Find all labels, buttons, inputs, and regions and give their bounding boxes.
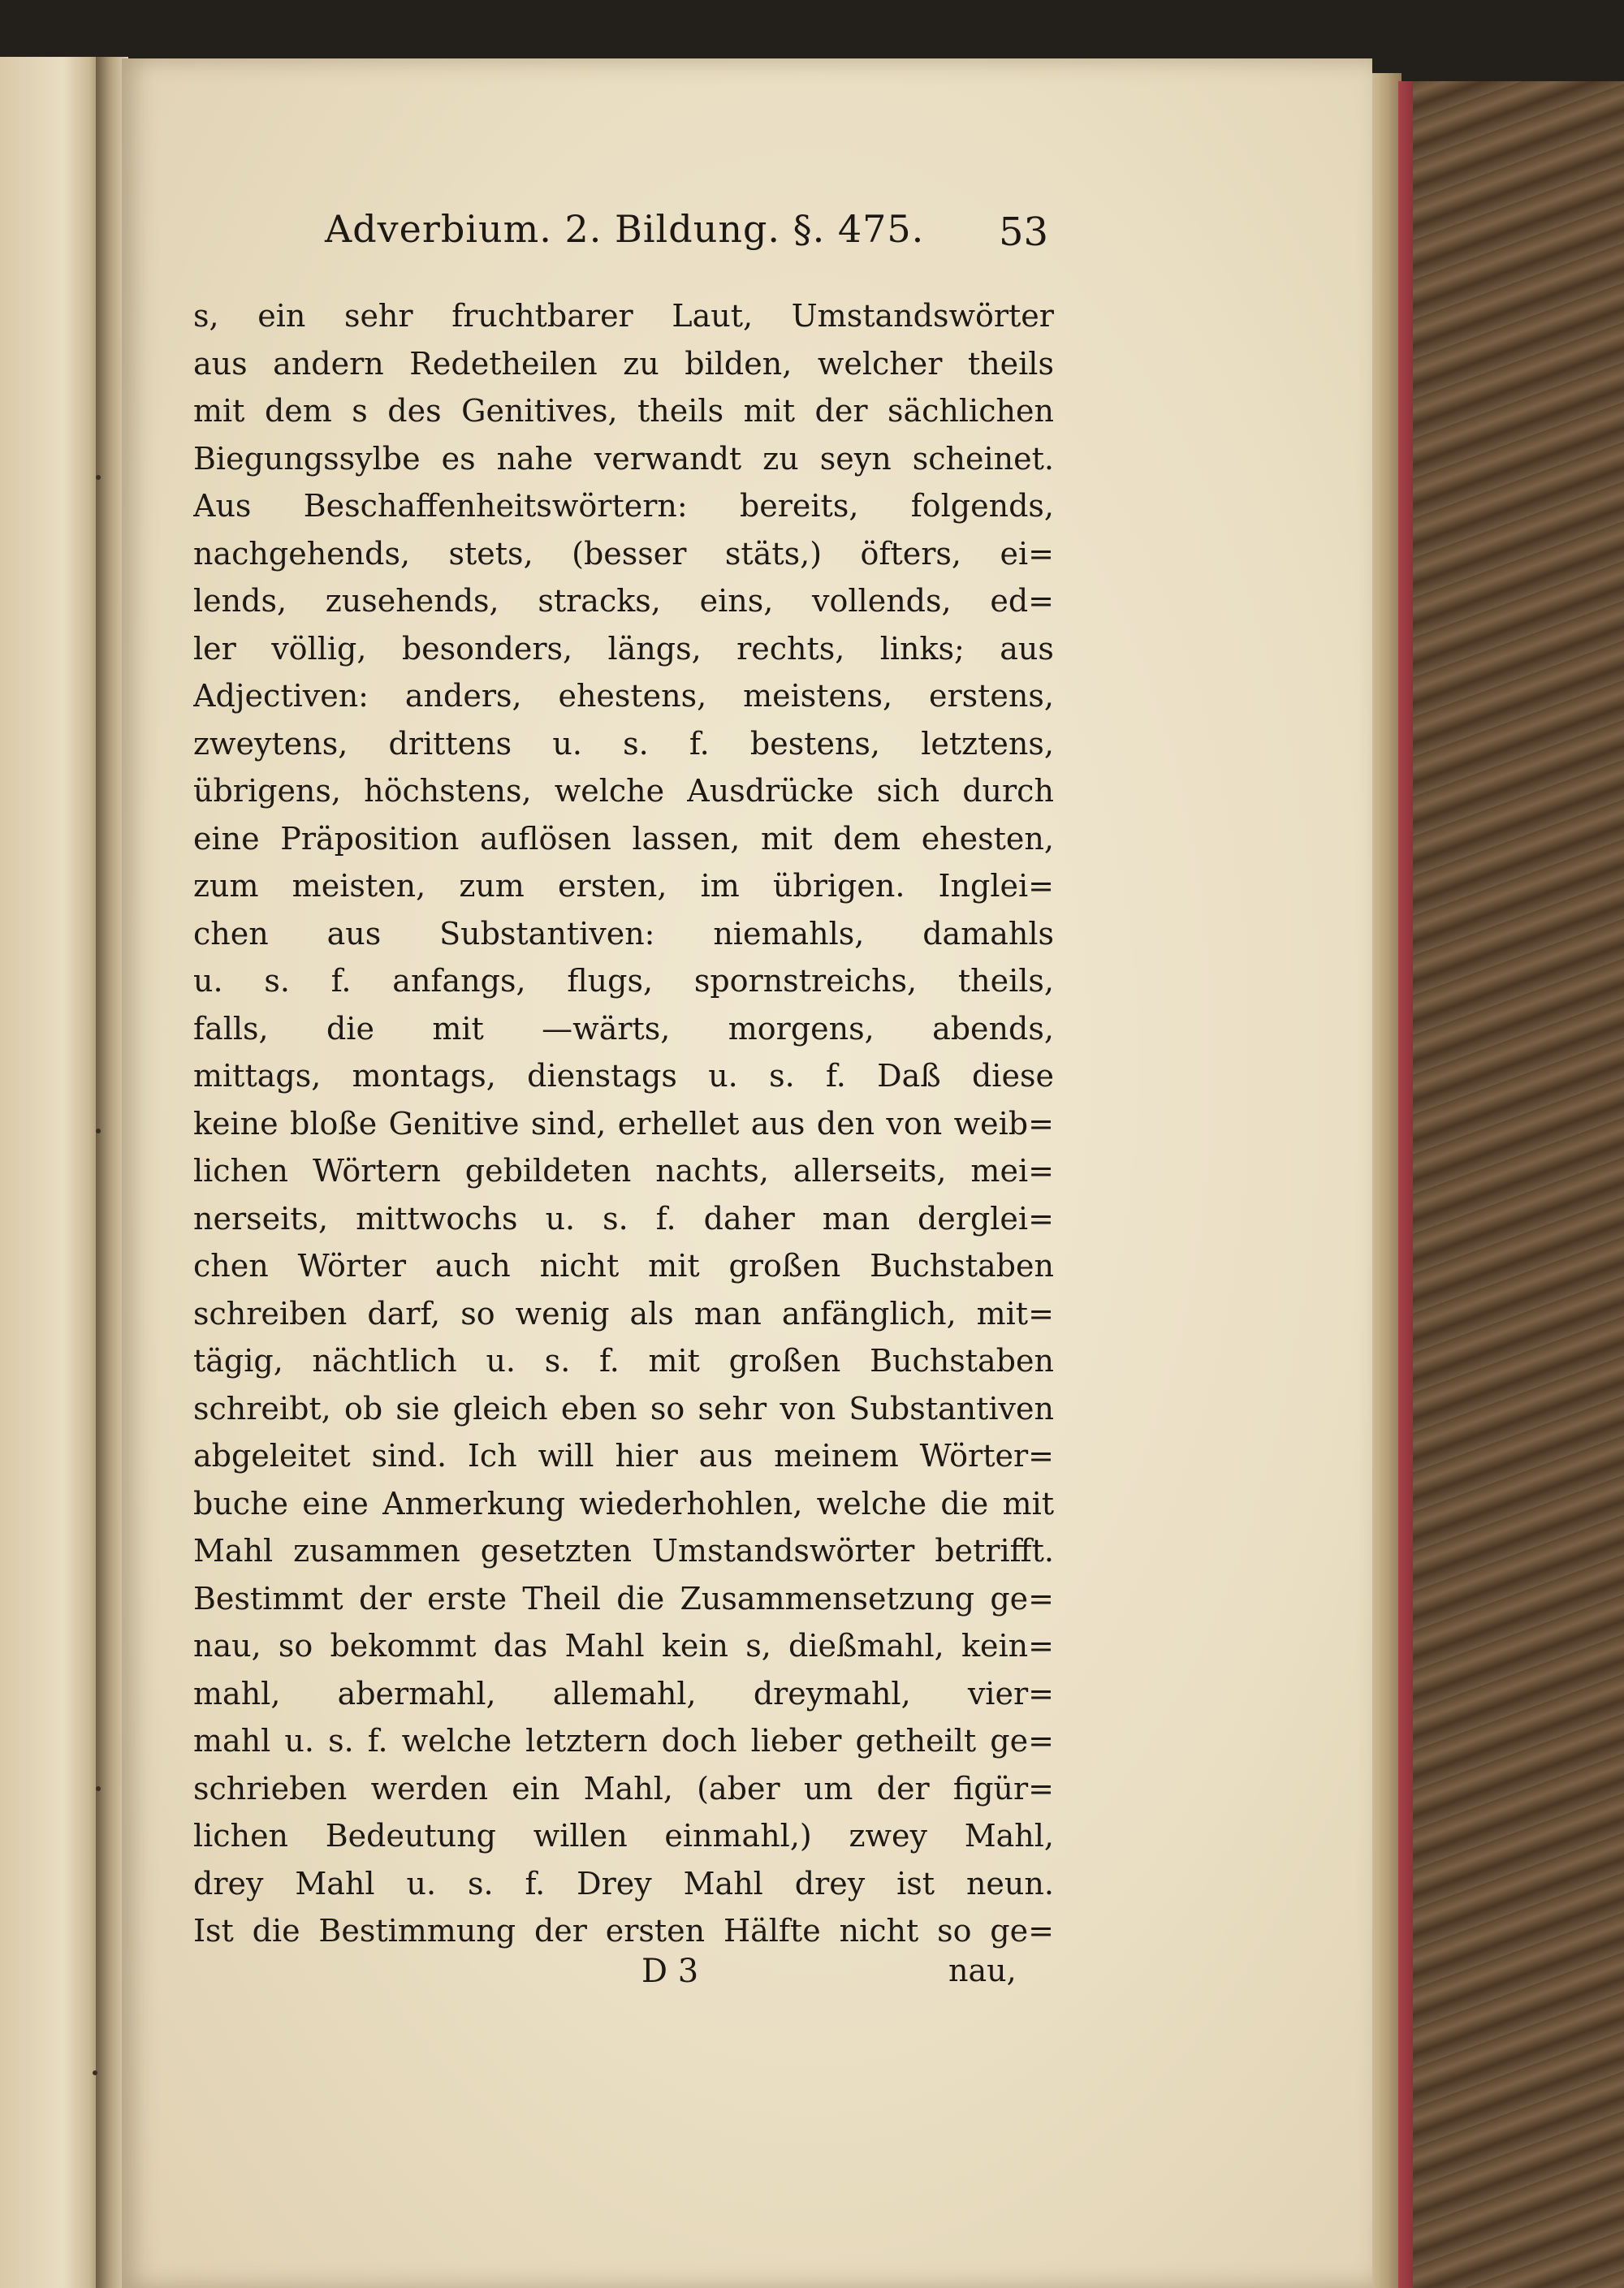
text-line: Ist die Bestimmung der ersten Hälfte nicht so ge= (193, 1913, 1054, 1949)
text-line: schreibt, ob sie gleich eben so sehr von Substantiven (193, 1390, 1054, 1427)
text-line: chen aus Substantiven: niemahls, damahls (193, 915, 1054, 952)
text-line: lichen Wörtern gebildeten nachts, allerseits, mei= (193, 1153, 1054, 1189)
text-line: mahl, abermahl, allemahl, dreymahl, vier= (193, 1675, 1054, 1712)
text-line: übrigens, höchstens, welche Ausdrücke sich durch (193, 773, 1054, 809)
text-line: tägig, nächtlich u. s. f. mit großen Buchstaben (193, 1343, 1054, 1379)
text-line: Adjectiven: anders, ehestens, meistens, erstens, (193, 678, 1054, 714)
text-line: lichen Bedeutung willen einmahl,) zwey Mahl, (193, 1818, 1054, 1854)
margin-speck (96, 1129, 101, 1133)
text-line: mittags, montags, dienstags u. s. f. Daß diese (193, 1058, 1054, 1094)
text-line: lends, zusehends, stracks, eins, vollends, ed= (193, 583, 1054, 619)
text-line: schreiben darf, so wenig als man anfänglich, mit= (193, 1295, 1054, 1332)
body-text (193, 292, 1054, 1955)
text-line: keine bloße Genitive sind, erhellet aus den von weib= (193, 1105, 1054, 1142)
margin-speck (93, 2070, 97, 2075)
running-head (325, 207, 1064, 251)
text-line: u. s. f. anfangs, flugs, spornstreichs, theils, (193, 963, 1054, 999)
text-line: mahl u. s. f. welche letztern doch lieber getheilt ge= (193, 1723, 1054, 1759)
text-line: buche eine Anmerkung wiederhohlen, welche die mit (193, 1485, 1054, 1522)
text-line: chen Wörter auch nicht mit großen Buchstaben (193, 1248, 1054, 1284)
text-line: mit dem s des Genitives, theils mit der sächlichen (193, 393, 1054, 429)
signature-mark: D 3 (641, 1953, 699, 1990)
page-fore-edge (1372, 73, 1402, 2288)
text-line: ler völlig, besonders, längs, rechts, links; aus (193, 630, 1054, 667)
text-line: falls, die mit —wärts, morgens, abends, (193, 1010, 1054, 1047)
left-page-edge (0, 57, 106, 2288)
text-line: zum meisten, zum ersten, im übrigen. Inglei= (193, 868, 1054, 904)
text-line: Aus Beschaffenheitswörtern: bereits, folgends, (193, 488, 1054, 524)
catchword: nau, (948, 1953, 1017, 1988)
text-line: Bestimmt der erste Theil die Zusammensetzung ge= (193, 1580, 1054, 1617)
text-line: nau, so bekommt das Mahl kein s, dießmahl, kein= (193, 1628, 1054, 1664)
text-line: drey Mahl u. s. f. Drey Mahl drey ist neun. (193, 1865, 1054, 1902)
text-line: nerseits, mittwochs u. s. f. daher man derglei= (193, 1200, 1054, 1237)
margin-speck (96, 1786, 101, 1791)
marbled-cover (1413, 81, 1624, 2288)
text-line: schrieben werden ein Mahl, (aber um der figür= (193, 1770, 1054, 1807)
text-line: aus andern Redetheilen zu bilden, welcher theils (193, 345, 1054, 382)
text-line: s, ein sehr fruchtbarer Laut, Umstandswörter (193, 298, 1054, 334)
text-line: Biegungssylbe es nahe verwandt zu seyn scheinet. (193, 440, 1054, 477)
text-line: eine Präposition auflösen lassen, mit dem ehesten, (193, 820, 1054, 857)
text-line: Mahl zusammen gesetzten Umstandswörter betrifft. (193, 1533, 1054, 1569)
page-number: 53 (999, 209, 1049, 255)
text-line: nachgehends, stets, (besser stäts,) öfters, ei= (193, 535, 1054, 572)
text-line: zweytens, drittens u. s. f. bestens, letztens, (193, 725, 1054, 762)
text-line: abgeleitet sind. Ich will hier aus meinem Wörter= (193, 1438, 1054, 1474)
running-head-title: Adverbium. 2. Bildung. §. 475. (325, 207, 925, 251)
margin-speck (96, 475, 101, 480)
